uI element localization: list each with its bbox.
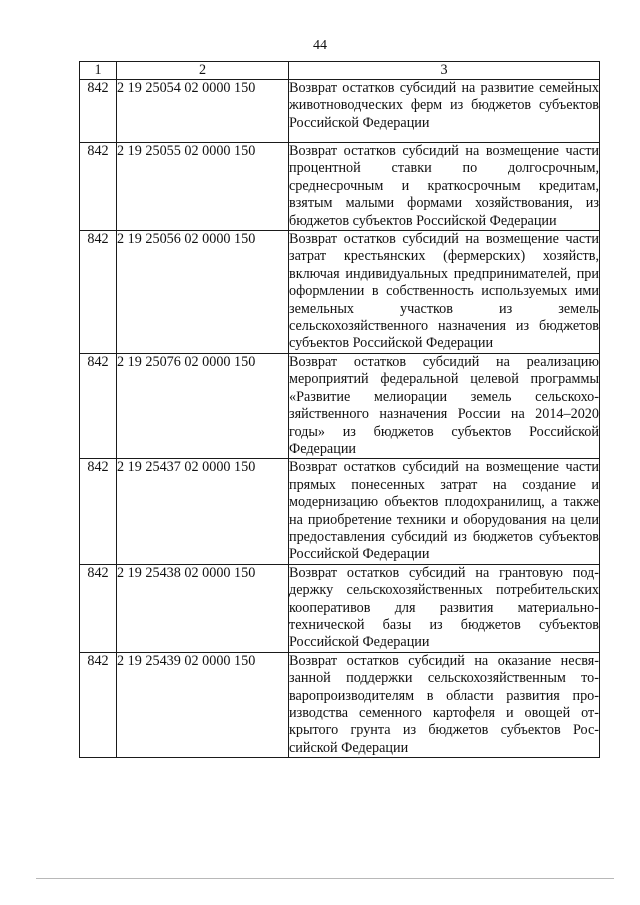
description-cell: Возврат остатков субсидий на возмещение части прямых понесенных затрат на создание и модернизацию объектов плодохранилищ, а также на приобретение техники и оборудования на цели предоставления субсидий из бюджетов субъектов Российской Федерации	[289, 459, 599, 563]
table-row	[80, 564, 600, 652]
budget-code-cell: 2 19 25056 02 0000 150	[117, 231, 289, 354]
table-row	[80, 353, 600, 458]
budget-codes-table	[79, 61, 600, 758]
column-header-code: 2	[117, 62, 289, 80]
description-cell: Возврат остатков субсидий на развитие семейных животноводческих ферм из бюджетов субъектов Российской Федерации	[289, 80, 600, 143]
budget-code-cell: 2 19 25437 02 0000 150	[117, 459, 289, 564]
admin-code-cell: 842	[80, 652, 117, 757]
table-row	[80, 459, 600, 564]
table-row	[80, 143, 600, 231]
budget-code-cell: 2 19 25439 02 0000 150	[117, 652, 289, 757]
budget-code-cell: 2 19 25438 02 0000 150	[117, 564, 289, 652]
column-header-description: 3	[289, 62, 600, 80]
admin-code-cell: 842	[80, 564, 117, 652]
budget-code-cell: 2 19 25054 02 0000 150	[117, 80, 289, 143]
description-cell: Возврат остатков субсидий на оказание несвязанной поддержки сельскохозяйственным товаропроизводителям в области развития производства семенного картофеля и овощей открытого грунта из бюджетов субъектов Российской Федерации	[289, 652, 599, 756]
column-header-admin: 1	[80, 62, 117, 80]
table-row	[80, 231, 600, 354]
admin-code-cell: 842	[80, 459, 117, 564]
budget-code-cell: 2 19 25055 02 0000 150	[117, 143, 289, 231]
description-cell: Возврат остатков субсидий на реализацию мероприятий федеральной целевой программы «Развитие мелиорации земель сельскохозяйственного назначения России на 2014–2020 годы» из бюджетов субъектов Российской Федерации	[289, 353, 599, 457]
table-row	[80, 652, 600, 757]
admin-code-cell: 842	[80, 231, 117, 354]
table-row	[80, 80, 600, 143]
page-number: 44	[313, 38, 327, 53]
admin-code-cell: 842	[80, 143, 117, 231]
admin-code-cell: 842	[80, 80, 117, 143]
description-cell: Возврат остатков субсидий на грантовую поддержку сельскохозяйственных потребительских кооперативов для развития материально-технической базы из бюджетов субъектов Российской Федерации	[289, 564, 599, 651]
budget-code-cell: 2 19 25076 02 0000 150	[117, 353, 289, 458]
description-cell: Возврат остатков субсидий на возмещение части процентной ставки по долгосрочным, среднесрочным и краткосрочным кредитам, взятым малыми формами хозяйствования, из бюджетов субъектов Российской Федерации	[289, 143, 599, 229]
admin-code-cell: 842	[80, 353, 117, 458]
description-cell: Возврат остатков субсидий на возмещение части затрат крестьянских (фермерских) хозяйств, включая индивидуальных предпринимателей, при оформлении в собственность используемых ими земельных участков из земель сельскохозяйственного назначения из бюджетов субъектов Российской Федерации	[289, 231, 599, 352]
scan-edge-line	[36, 878, 614, 879]
table-header-row	[80, 62, 600, 80]
